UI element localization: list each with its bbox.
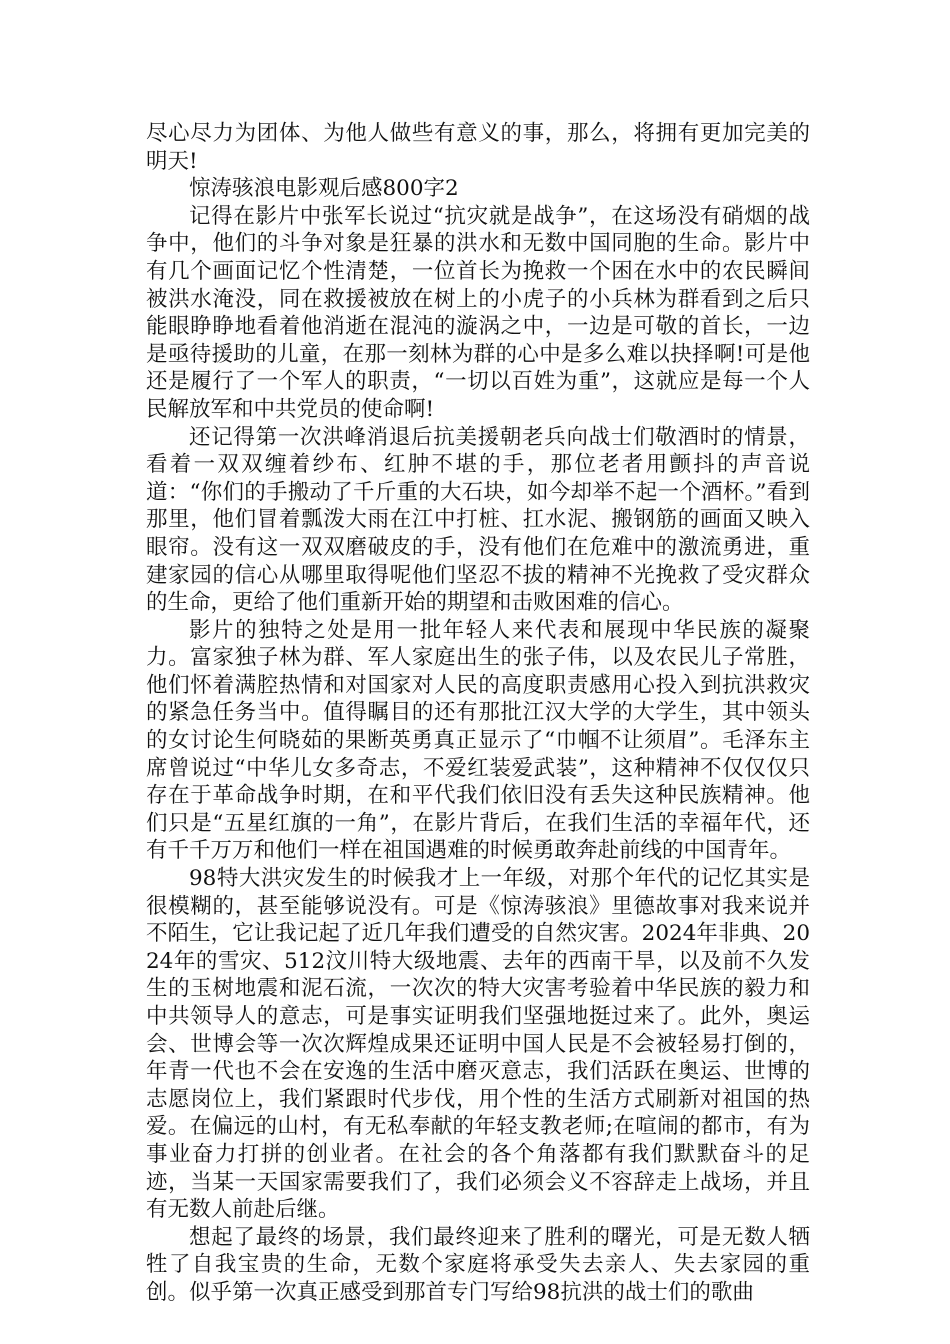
- paragraph-commander: 记得在影片中张军长说过“抗灾就是战争”，在这场没有硝烟的战争中，他们的斗争对象是狂暴的洪水和无数中国同胞的生命。影片中有几个画面记忆个性清楚，一位首长为挽救一个困在水中的农民瞬间被洪水淹没，同在救援被放在树上的小虎子的小兵林为群看到之后只能眼睁睁地看着他消逝在混沌的漩涡之中，一边是可敬的首长，一边是亟待援助的儿童，在那一刻林为群的心中是多么难以抉择啊!可是他还是履行了一个军人的职责，“一切以百姓为重”，这就应是每一个人民解放军和中共党员的使命啊!: [146, 203, 810, 422]
- paragraph-closing-line: 尽心尽力为团体、为他人做些有意义的事，那么，将拥有更加完美的明天!: [146, 121, 810, 174]
- paragraph-1998-flood: 98特大洪灾发生的时候我才上一年级，对那个年代的记忆其实是很模糊的，甚至能够说没有。可是《惊涛骇浪》里德故事对我来说并不陌生，它让我记起了近几年我们遭受的自然灾害。2024年非典、2024年的雪灾、512汶川特大级地震、去年的西南干旱，以及前不久发生的玉树地震和泥石流，一次次的特大灾害考验着中华民族的毅力和中共领导人的意志，可是事实证明我们坚强地挺过来了。此外，奥运会、世博会等一次次辉煌成果还证明中国人民是不会被轻易打倒的，年青一代也不会在安逸的生活中磨灭意志，我们活跃在奥运、世博的志愿岗位上，我们紧跟时代步伐，用个性的生活方式刷新对祖国的热爱。在偏远的山村，有无私奉献的年轻支教老师;在喧闹的都市，有为事业奋力打拼的创业者。在社会的各个角落都有我们默默奋斗的足迹，当某一天国家需要我们了，我们必须会义不容辞走上战场，并且有无数人前赴后继。: [146, 866, 810, 1223]
- document-page: [146, 120, 810, 1307]
- paragraph-young-people: 影片的独特之处是用一批年轻人来代表和展现中华民族的凝聚力。富家独子林为群、军人家庭出生的张子伟，以及农民儿子常胜，他们怀着满腔热情和对国家对人民的高度职责感用心投入到抗洪救灾的紧急任务当中。值得瞩目的还有那批江汉大学的大学生，其中领头的女讨论生何晓茹的果断英勇真正显示了“巾帼不让须眉”。毛泽东主席曾说过“中华儿女多奇志，不爱红装爱武装”，这种精神不仅仅仅只存在于革命战争时期，在和平代我们依旧没有丢失这种民族精神。他们只是“五星红旗的一角”，在影片背后，在我们生活的幸福年代，还有千千万万和他们一样在祖国遇难的时候勇敢奔赴前线的中国青年。: [146, 617, 810, 864]
- section-heading: 惊涛骇浪电影观后感800字2: [189, 176, 459, 202]
- paragraph-final-scene: 想起了最终的场景，我们最终迎来了胜利的曙光，可是无数人牺牲了自我宝贵的生命，无数个家庭将承受失去亲人、失去家园的重创。似乎第一次真正感受到那首专门写给98抗洪的战士们的歌曲: [146, 1224, 810, 1305]
- paragraph-veteran-toast: 还记得第一次洪峰消退后抗美援朝老兵向战士们敬酒时的情景，看着一双双缠着纱布、红肿不堪的手，那位老者用颤抖的声音说道：“你们的手搬动了千斤重的大石块，如今却举不起一个酒杯。”看到那里，他们冒着瓢泼大雨在江中打桩、扛水泥、搬钢筋的画面又映入眼帘。没有这一双双磨破皮的手，没有他们在危难中的激流勇进，重建家园的信心从哪里取得呢他们坚忍不拔的精神不光挽救了受灾群众的生命，更给了他们重新开始的期望和击败困难的信心。: [146, 424, 810, 616]
